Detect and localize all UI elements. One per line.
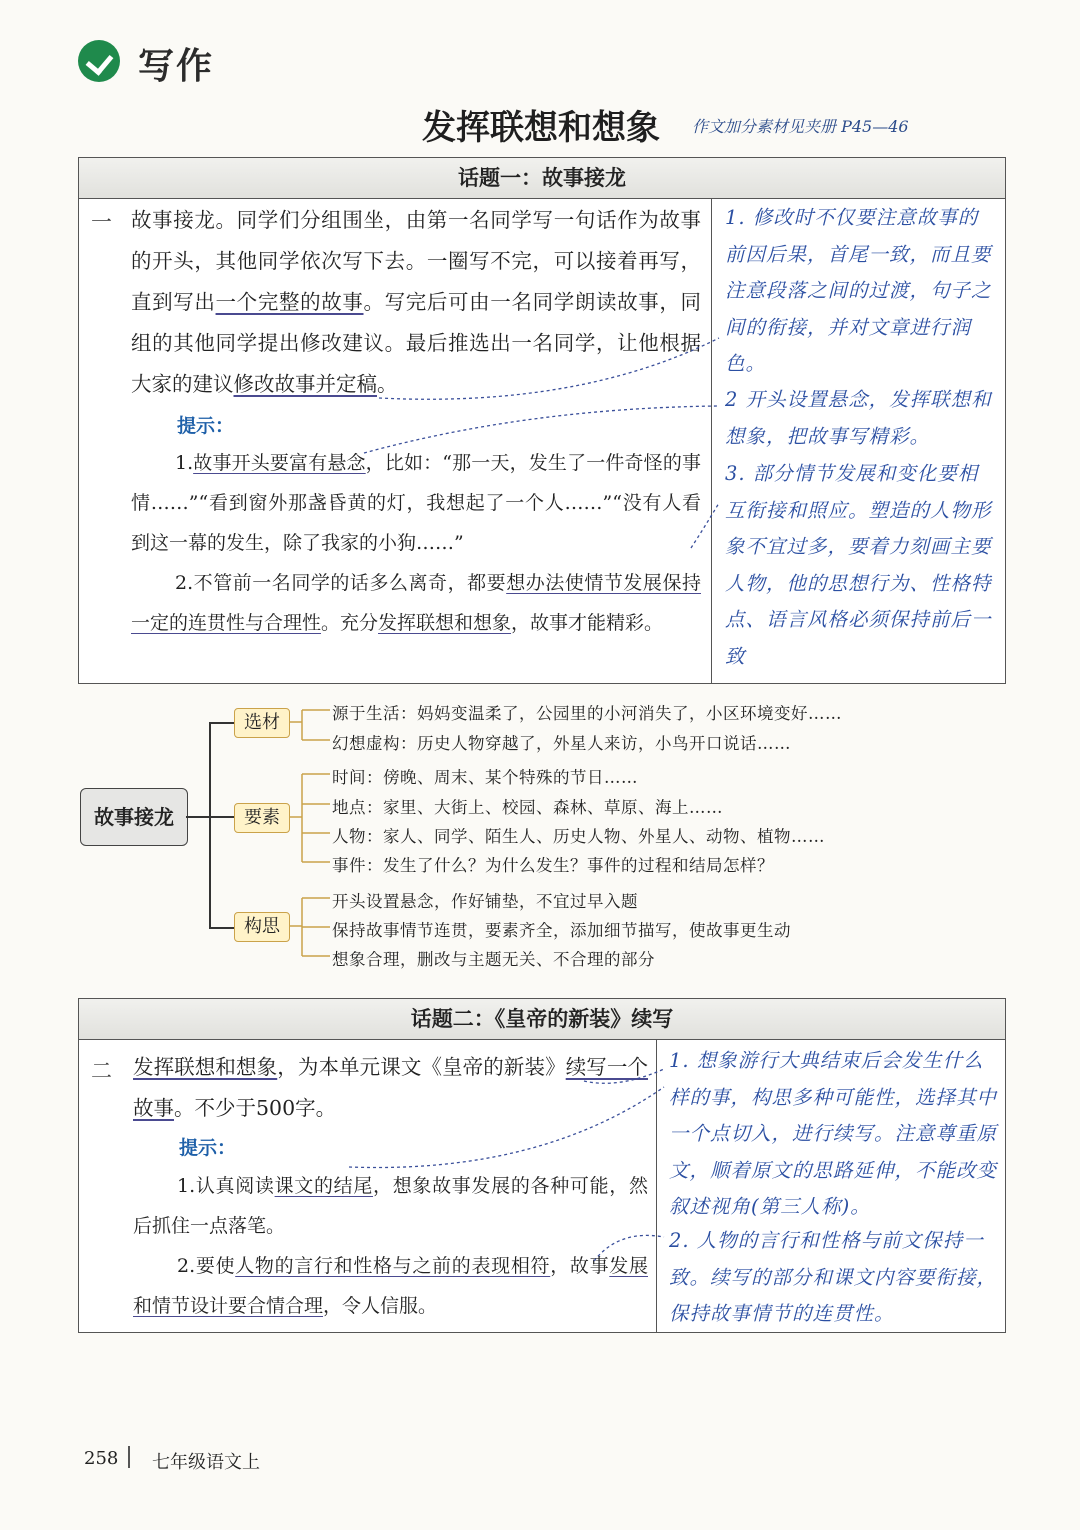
mindmap-leaf: 人物：家人、同学、陌生人、历史人物、外星人、动物、植物…… xyxy=(332,827,825,846)
topic2-number: 二 xyxy=(91,1059,112,1083)
mindmap-branch-conception: 构思 xyxy=(234,912,290,942)
topic2-arrows xyxy=(79,999,1005,1332)
topic1-box xyxy=(78,157,1006,684)
mindmap-root: 故事接龙 xyxy=(80,788,188,846)
mindmap-branch-material: 选材 xyxy=(234,708,290,738)
topic1-number: 一 xyxy=(91,210,112,234)
topic1-arrows xyxy=(79,158,1005,683)
topic2-heading: 话题二：《皇帝的新装》续写 xyxy=(79,999,1005,1040)
topic1-tip-2: 2.不管前一名同学的话多么离奇，都要想办法使情节发展保持一定的连贯性与合理性。充分发挥联想和想象，故事才能精彩。 xyxy=(131,572,701,634)
topic1-tips-label: 提示： xyxy=(177,415,235,437)
topic2-tip-1: 1.认真阅读课文的结尾，想象故事发展的各种可能，然后抓住一点落笔。 xyxy=(133,1175,648,1237)
topic1-tip-1: 1.故事开头要富有悬念，比如：“那一天，发生了一件奇怪的事情……”“看到窗外那盏昏黄的灯，我想起了一个人……”“没有人看到这一幕的发生，除了我家的小狗……” xyxy=(131,452,701,554)
topic1-note-1: 1. 修改时不仅要注意故事的前因后果，首尾一致，而且要注意段落之间的过渡，句子之间的衔接，并对文章进行润色。 xyxy=(725,206,992,375)
topic2-prompt: 发挥联想和想象，为本单元课文《皇帝的新装》续写一个故事。不少于500字。 xyxy=(133,1055,649,1120)
mindmap-leaf: 想象合理，删改与主题无关、不合理的部分 xyxy=(332,950,655,969)
reference-note: 作文加分素材见夹册 P45—46 xyxy=(692,117,909,136)
page-title: 发挥联想和想象 xyxy=(422,108,660,148)
topic1-prompt: 故事接龙。同学们分组围坐，由第一名同学写一句话作为故事的开头，其他同学依次写下去。一圈写不完，可以接着再写，直到写出一个完整的故事。写完后可由一名同学朗读故事，同组的其他同学提出修改建议。最后推选出一名同学，让他根据大家的建议修改故事并定稿。 xyxy=(131,208,702,396)
mindmap-leaf: 开头设置悬念，作好铺垫，不宜过早入题 xyxy=(332,892,638,911)
book-name: 七年级语文上 xyxy=(152,1452,260,1473)
mindmap-leaf: 幻想虚构：历史人物穿越了，外星人来访，小鸟开口说话…… xyxy=(332,734,791,753)
mindmap-leaf: 时间：傍晚、周末、某个特殊的节日…… xyxy=(332,768,638,787)
section-title: 写作 xyxy=(138,46,215,87)
topic1-note-3: 3. 部分情节发展和变化要相互衔接和照应。塑造的人物形象不宜过多，要着力刻画主要人物，他的思想行为、性格特点、语言风格必须保持前后一致 xyxy=(725,462,992,668)
footer-divider xyxy=(128,1446,130,1468)
mindmap-leaf: 源于生活：妈妈变温柔了，公园里的小河消失了，小区环境变好…… xyxy=(332,704,842,723)
mindmap-leaf: 事件：发生了什么？为什么发生？事件的过程和结局怎样？ xyxy=(332,856,774,875)
mindmap-leaf: 保持故事情节连贯，要素齐全，添加细节描写，使故事更生动 xyxy=(332,921,791,940)
topic2-tips-label: 提示： xyxy=(179,1137,237,1159)
mindmap-leaf: 地点：家里、大街上、校园、森林、草原、海上…… xyxy=(332,798,723,817)
logo-icon xyxy=(78,40,120,82)
mindmap-branch-elements: 要素 xyxy=(234,803,290,833)
topic2-note-1: 1. 想象游行大典结束后会发生什么样的事，构思多种可能性，选择其中一个点切入，进行续写。注意尊重原文，顺着原文的思路延伸，不能改变叙述视角(第三人称)。 xyxy=(669,1049,998,1218)
topic1-note-2: 2 开头设置悬念，发挥联想和想象，把故事写精彩。 xyxy=(725,388,992,448)
topic2-note-2: 2. 人物的言行和性格与前文保持一致。续写的部分和课文内容要衔接，保持故事情节的连贯性。 xyxy=(669,1229,998,1325)
page-number: 258 xyxy=(84,1448,119,1469)
topic1-heading: 话题一：故事接龙 xyxy=(79,158,1005,199)
topic2-tip-2: 2.要使人物的言行和性格与之前的表现相符，故事发展和情节设计要合情合理，令人信服。 xyxy=(133,1255,648,1317)
topic2-box xyxy=(78,998,1006,1333)
